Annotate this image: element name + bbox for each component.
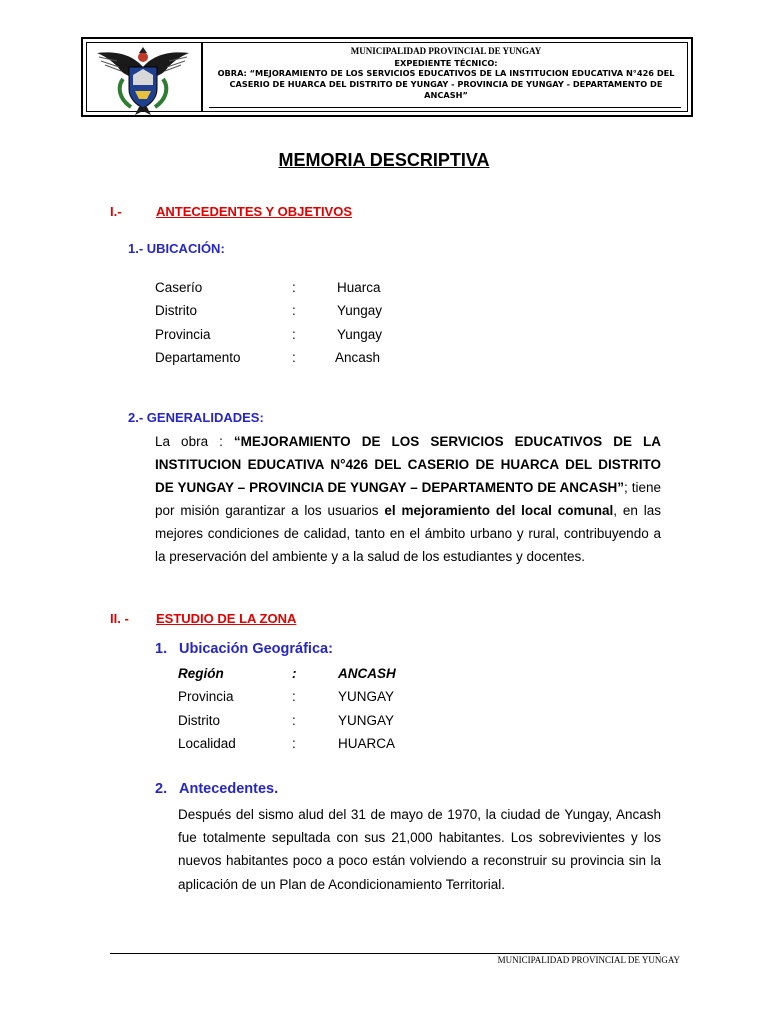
ubic-row-label: Distrito — [155, 303, 198, 319]
geo-row-value: YUNGAY — [338, 689, 395, 705]
document-title — [0, 150, 768, 171]
ubic-row-value: Yungay — [337, 326, 383, 342]
footer-org: MUNICIPALIDAD PROVINCIAL DE YUNGAY — [497, 955, 680, 965]
gen-text1: ; tiene por misión garantizar a los usuarios — [155, 480, 661, 518]
generalidades-paragraph — [155, 430, 661, 568]
generalidades-heading: 2.- GENERALIDADES: — [128, 410, 264, 425]
geo-row-sep: : — [292, 666, 297, 681]
header-text-block — [205, 43, 687, 101]
geo-row-value: YUNGAY — [338, 712, 395, 728]
footer-rule — [110, 953, 660, 954]
section2-heading: ESTUDIO DE LA ZONA — [156, 611, 297, 626]
geo-number: 1. — [155, 641, 168, 657]
gen-text2: , en las mejores condiciones de calidad, tanto en el ámbito urbano y rural, contribuyendo a la preservación del ambiente y a la salud de los estudiantes y docentes. — [155, 503, 661, 564]
gen-lead: La obra : — [155, 434, 234, 449]
ubic-row-label: Provincia — [155, 326, 211, 342]
header-subtitle: EXPEDIENTE TÉCNICO: — [394, 58, 498, 68]
section2-number: II. - — [110, 611, 129, 626]
ubic-row-sep: : — [292, 303, 296, 319]
section1-number: I.- — [110, 204, 122, 219]
ubicacion-heading: 1.- UBICACIÓN: — [128, 241, 225, 256]
geo-row-label: Provincia — [178, 689, 234, 705]
header-rule — [209, 107, 681, 108]
geo-heading: Ubicación Geográfica: — [179, 641, 333, 657]
geo-row-label: Región — [178, 666, 224, 681]
header-org: MUNICIPALIDAD PROVINCIAL DE YUNGAY — [350, 46, 542, 56]
ubic-row-sep: : — [292, 280, 296, 295]
gen-bold-obra: “MEJORAMIENTO DE LOS SERVICIOS EDUCATIVOS DE LA INSTITUCION EDUCATIVA N°426 DEL CASERIO DE HUARCA DEL DISTRITO DE YUNGAY – PROVINCIA DE YUNGAY – DEPARTAMENTO DE ANCASH” — [155, 434, 661, 495]
gen-bold-mejoramiento: el mejoramiento del local comunal — [384, 503, 614, 518]
coat-of-arms-icon — [95, 45, 191, 115]
ubic-row-value: Ancash — [335, 349, 381, 365]
ubic-row-sep: : — [292, 326, 296, 342]
ubic-row-label: Departamento — [155, 349, 241, 365]
ubic-row-label: Caserío — [155, 280, 203, 295]
header-obra: OBRA: “MEJORAMIENTO DE LOS SERVICIOS EDUCATIVOS DE LA INSTITUCION EDUCATIVA N°426 DEL CASERIO DE HUARCA DEL DISTRITO DE YUNGAY - PROVINCIA DE YUNGAY - DEPARTAMENTO DE ANCASH” — [217, 68, 675, 100]
document-title-text: MEMORIA DESCRIPTIVA — [278, 150, 490, 170]
document-header — [81, 37, 693, 117]
geo-row-label: Localidad — [178, 735, 236, 751]
geo-row-value: ANCASH — [338, 666, 396, 681]
geo-row-sep: : — [292, 735, 296, 751]
ubic-row-value: Huarca — [337, 280, 381, 295]
logo-cell — [87, 43, 203, 111]
section1-heading: ANTECEDENTES Y OBJETIVOS — [156, 204, 353, 219]
header-inner-frame — [86, 42, 688, 112]
antecedentes-heading: Antecedentes. — [179, 781, 279, 797]
ubic-row-value: Yungay — [337, 303, 383, 319]
geo-row-sep: : — [292, 689, 296, 705]
geo-row-value: HUARCA — [338, 735, 396, 751]
antecedentes-number: 2. — [155, 781, 168, 797]
antecedentes-paragraph: Después del sismo alud del 31 de mayo de 1970, la ciudad de Yungay, Ancash fue totalmente sepultada con sus 21,000 habitantes. Los sobrevivientes y los nuevos habitantes poco a poco están volviendo a reconstruir su provincia sin la aplicación de un Plan de Acondicionamiento Territorial. — [178, 807, 661, 892]
geo-row-sep: : — [292, 712, 296, 728]
geo-row-label: Distrito — [178, 712, 221, 728]
ubic-row-sep: : — [292, 349, 296, 365]
